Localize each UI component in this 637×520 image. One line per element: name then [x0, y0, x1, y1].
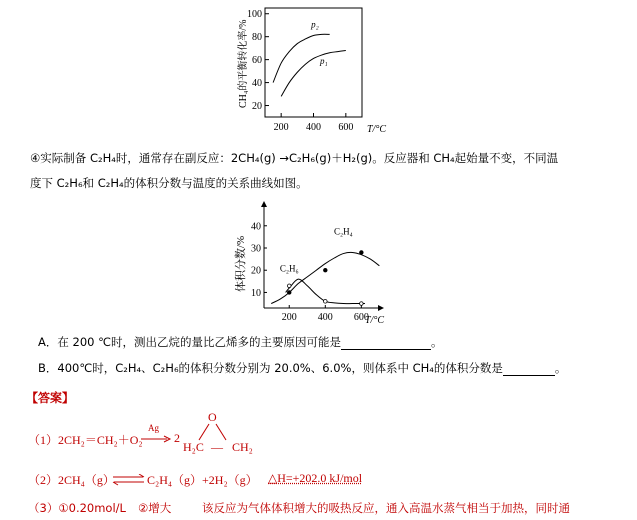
- y-tick-label: 20: [252, 101, 262, 113]
- epoxide-left-carbon: H₂C: [183, 440, 204, 454]
- data-point: [324, 268, 328, 272]
- series-label: C₂H₄: [333, 226, 353, 237]
- x-axis-label: T/°C: [367, 124, 387, 135]
- question-b-end: 。: [554, 361, 567, 375]
- y-tick-label: 30: [251, 243, 261, 255]
- question-b-text: B．400℃时，C₂H₄、C₂H₆的体积分数分别为 20.0%、6.0%，则体系中 CH₄的体积分数是: [38, 361, 503, 375]
- equilibrium-arrow: [112, 474, 146, 486]
- answer-1-equation: （1）2CH₂＝CH₂＋O₂: [28, 433, 143, 447]
- chart-ticks: [247, 9, 353, 133]
- x-axis-arrow: [378, 305, 384, 311]
- data-point: [324, 300, 328, 304]
- answer-2-products: C₂H₄（g）+2H₂（g）: [147, 473, 258, 487]
- x-tick-label: 400: [306, 122, 321, 133]
- answer-label: 【答案】: [26, 391, 75, 405]
- x-tick-label: 600: [338, 122, 354, 133]
- y-axis-label: 体积分数/%: [235, 235, 247, 292]
- answer-2-reactant: （2）2CH₄（g）: [28, 473, 115, 487]
- chart-series: [273, 20, 346, 97]
- y-tick-label: 40: [251, 221, 261, 233]
- data-point: [360, 251, 364, 255]
- product-coefficient: 2: [174, 431, 180, 445]
- chart-markers: [287, 251, 363, 306]
- series-line-2: [281, 50, 346, 96]
- y-axis-arrow: [261, 201, 267, 207]
- y-tick-label: 60: [252, 55, 262, 67]
- series-label: p₁: [319, 56, 328, 67]
- volume-fraction-chart: [225, 196, 395, 328]
- enthalpy-change: △H=+202.0 kJ/mol: [268, 471, 363, 485]
- question-b: [38, 360, 566, 376]
- item4-line1: ④实际制备 C₂H₄时，通常存在副反应：2CH₄(g) →C₂H₆(g)＋H₂(g)。反应器和 CH₄起始量不变，不同温: [30, 151, 559, 165]
- x-tick-label: 400: [317, 312, 333, 323]
- epoxide-right-carbon: CH₂: [232, 440, 253, 454]
- x-tick-label: 200: [281, 312, 297, 323]
- series-label: p₂: [311, 19, 319, 30]
- y-tick-label: 80: [252, 32, 262, 44]
- series-line-1: [271, 252, 379, 303]
- question-a: [38, 334, 443, 350]
- x-axis-label: T/°C: [365, 315, 385, 326]
- epoxide-bond: —: [211, 440, 223, 454]
- series-label: C₂H₆: [279, 263, 299, 274]
- y-tick-label: 40: [252, 78, 262, 90]
- answer-3-part2: ②增大: [138, 501, 172, 515]
- item4-line2: 度下 C₂H₆和 C₂H₄的体积分数与温度的关系曲线如图。: [30, 176, 308, 190]
- reaction-arrow: [140, 434, 172, 444]
- data-point: [287, 284, 291, 288]
- catalyst-label: Ag: [148, 423, 159, 433]
- y-tick-label: 100: [247, 9, 262, 21]
- data-point: [360, 302, 364, 306]
- question-a-end: 。: [431, 335, 443, 349]
- answer-blank-a: [341, 335, 431, 350]
- data-point: [287, 291, 291, 295]
- question-a-text: A．在 200 ℃时，测出乙烷的量比乙烯多的主要原因可能是: [38, 335, 342, 349]
- answer-3-part3: 该反应为气体体积增大的吸热反应，通入高温水蒸气相当于加热，同时通: [202, 501, 570, 515]
- x-tick-label: 600: [353, 312, 369, 323]
- epoxide-oxygen: O: [208, 410, 217, 424]
- x-tick-label: 200: [273, 122, 289, 133]
- answer-3-part1: （3）①0.20mol/L: [28, 501, 126, 515]
- y-axis-label: CH₄的平衡转化率/%: [238, 19, 249, 108]
- answer-blank-b: [503, 361, 555, 376]
- y-tick-label: 20: [251, 265, 261, 277]
- conversion-chart: [215, 0, 405, 138]
- y-tick-label: 10: [251, 287, 261, 299]
